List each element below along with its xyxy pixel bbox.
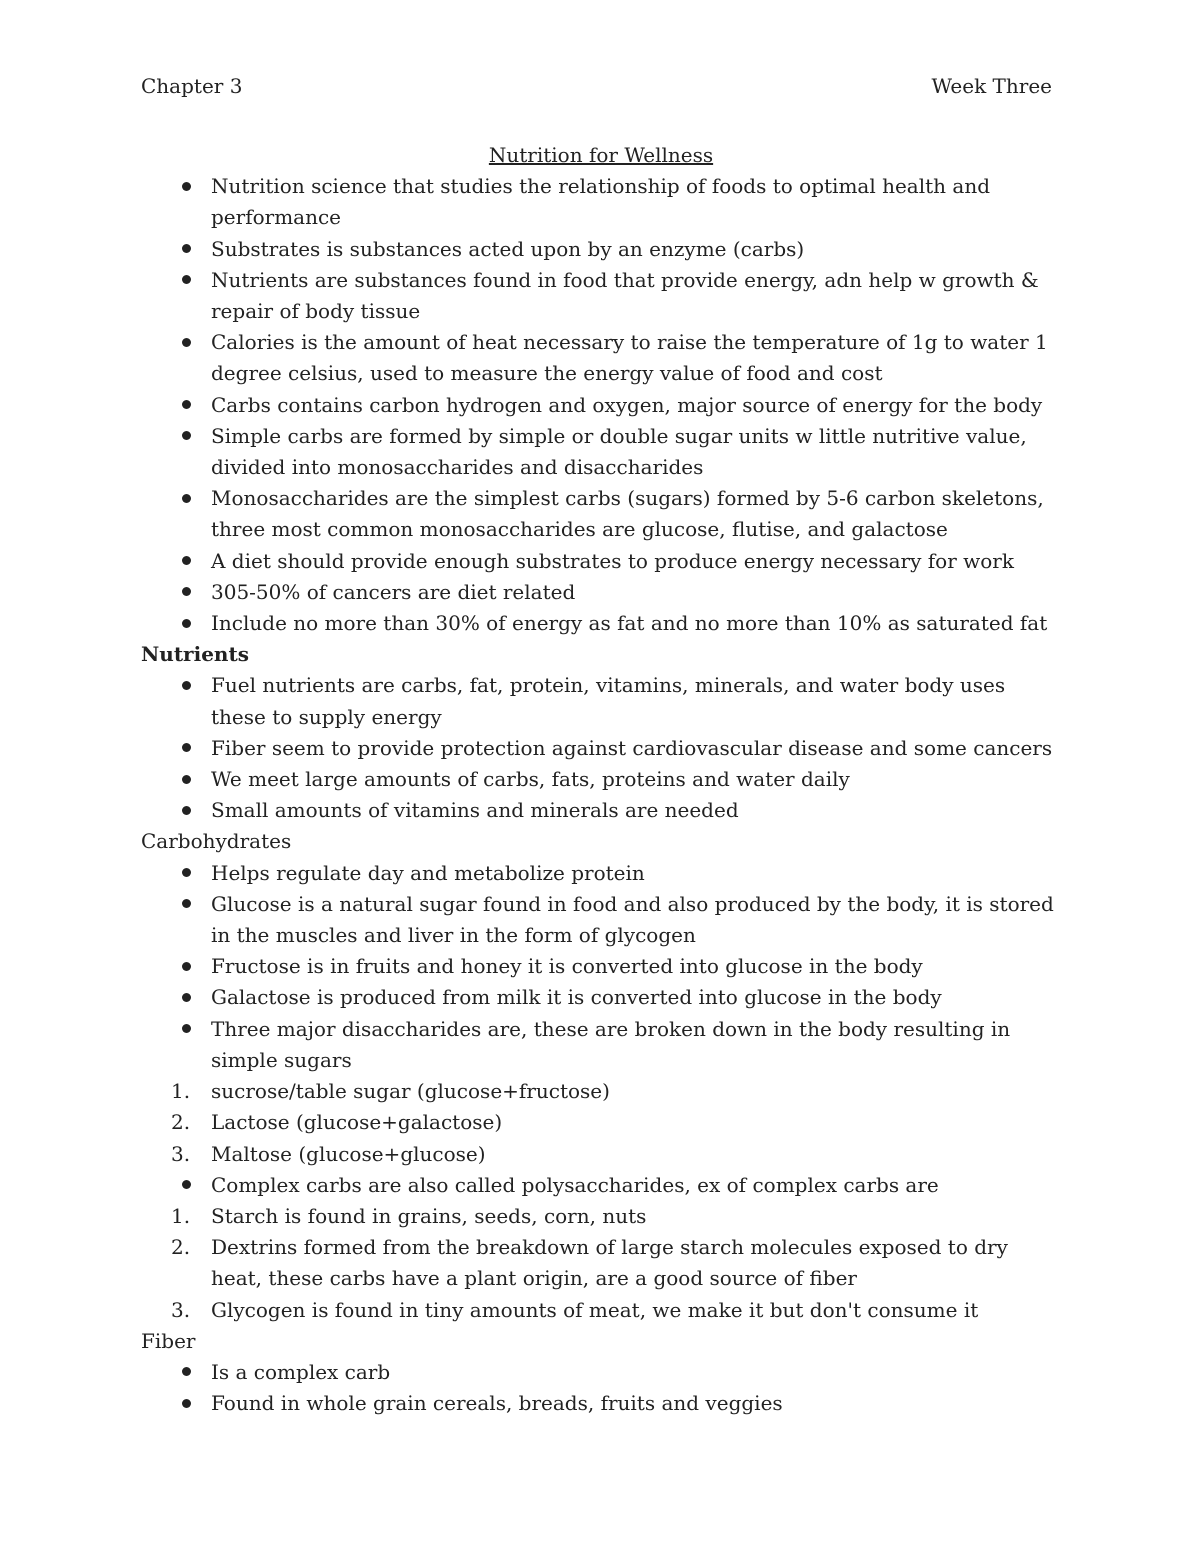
list-item: Simple carbs are formed by simple or double sugar units w little nutritive value, divided into monosaccharides and disaccharides <box>141 421 1061 483</box>
fiber-list <box>141 1357 1061 1419</box>
bullet-icon <box>174 764 198 795</box>
page-header <box>141 71 1052 101</box>
list-item: Calories is the amount of heat necessary to raise the temperature of 1g to water 1 degree celsius, used to measure the energy value of food and cost <box>141 327 1061 389</box>
list-item: 305-50% of cancers are diet related <box>141 577 1061 608</box>
list-item: Three major disaccharides are, these are broken down in the body resulting in simple sugars <box>141 1014 1061 1076</box>
bullet-icon <box>174 1388 198 1419</box>
numbered-item: 1. sucrose/table sugar (glucose+fructose) <box>141 1076 1061 1107</box>
bullet-icon <box>174 670 198 701</box>
bullet-icon <box>174 421 198 452</box>
bullet-icon <box>174 265 198 296</box>
list-item: Carbs contains carbon hydrogen and oxygen, major source of energy for the body <box>141 390 1061 421</box>
list-number: 1. <box>171 1079 191 1104</box>
carbohydrates-list <box>141 858 1061 1326</box>
bullet-icon <box>174 1357 198 1388</box>
list-number: 3. <box>171 1297 191 1322</box>
list-item: Substrates is substances acted upon by an enzyme (carbs) <box>141 234 1061 265</box>
bullet-icon <box>174 390 198 421</box>
numbered-item: 3. Glycogen is found in tiny amounts of meat, we make it but don't consume it <box>141 1295 1061 1326</box>
bullet-icon <box>174 795 198 826</box>
list-item: Monosaccharides are the simplest carbs (sugars) formed by 5-6 carbon skeletons, three most common monosaccharides are glucose, flutise, and galactose <box>141 483 1061 545</box>
bullet-icon <box>174 1014 198 1045</box>
list-number: 3. <box>171 1141 191 1166</box>
list-item: Fuel nutrients are carbs, fat, protein, vitamins, minerals, and water body uses these to supply energy <box>141 670 1061 732</box>
bullet-icon <box>174 951 198 982</box>
bullet-icon <box>174 577 198 608</box>
week-label: Week Three <box>931 74 1052 98</box>
list-item: Nutrition science that studies the relationship of foods to optimal health and performance <box>141 171 1061 233</box>
list-item: Found in whole grain cereals, breads, fruits and veggies <box>141 1388 1061 1419</box>
list-number: 1. <box>171 1203 191 1228</box>
list-item: Complex carbs are also called polysaccharides, ex of complex carbs are <box>141 1170 1061 1201</box>
numbered-item: 1. Starch is found in grains, seeds, corn, nuts <box>141 1201 1061 1232</box>
section-heading-carbohydrates: Carbohydrates <box>141 829 292 854</box>
section-heading-fiber: Fiber <box>141 1328 196 1353</box>
list-item: We meet large amounts of carbs, fats, proteins and water daily <box>141 764 1061 795</box>
bullet-icon <box>174 171 198 202</box>
nutrients-list <box>141 670 1061 826</box>
section-heading-nutrients: Nutrients <box>141 642 249 667</box>
bullet-icon <box>174 234 198 265</box>
bullet-icon <box>174 546 198 577</box>
bullet-icon <box>174 327 198 358</box>
document-title: Nutrition for Wellness <box>488 143 714 167</box>
bullet-icon <box>174 1170 198 1201</box>
list-item: Small amounts of vitamins and minerals are needed <box>141 795 1061 826</box>
chapter-label: Chapter 3 <box>141 74 243 98</box>
list-item: Galactose is produced from milk it is converted into glucose in the body <box>141 982 1061 1013</box>
bullet-icon <box>174 858 198 889</box>
numbered-item: 3. Maltose (glucose+glucose) <box>141 1139 1061 1170</box>
bullet-icon <box>174 483 198 514</box>
intro-list <box>141 171 1061 639</box>
list-number: 2. <box>171 1110 191 1135</box>
list-item: Fructose is in fruits and honey it is converted into glucose in the body <box>141 951 1061 982</box>
bullet-icon <box>174 733 198 764</box>
numbered-item: 2. Dextrins formed from the breakdown of large starch molecules exposed to dry heat, these carbs have a plant origin, are a good source of fiber <box>141 1232 1061 1294</box>
bullet-icon <box>174 608 198 639</box>
numbered-item: 2. Lactose (glucose+galactose) <box>141 1107 1061 1138</box>
list-number: 2. <box>171 1235 191 1260</box>
list-item: Include no more than 30% of energy as fat and no more than 10% as saturated fat <box>141 608 1061 639</box>
list-item: A diet should provide enough substrates to produce energy necessary for work <box>141 546 1061 577</box>
list-item: Glucose is a natural sugar found in food and also produced by the body, it is stored in the muscles and liver in the form of glycogen <box>141 889 1061 951</box>
list-item: Fiber seem to provide protection against cardiovascular disease and some cancers <box>141 733 1061 764</box>
bullet-icon <box>174 889 198 920</box>
list-item: Is a complex carb <box>141 1357 1061 1388</box>
list-item: Helps regulate day and metabolize protein <box>141 858 1061 889</box>
bullet-icon <box>174 982 198 1013</box>
list-item: Nutrients are substances found in food that provide energy, adn help w growth & repair of body tissue <box>141 265 1061 327</box>
document-body <box>141 140 1061 1419</box>
